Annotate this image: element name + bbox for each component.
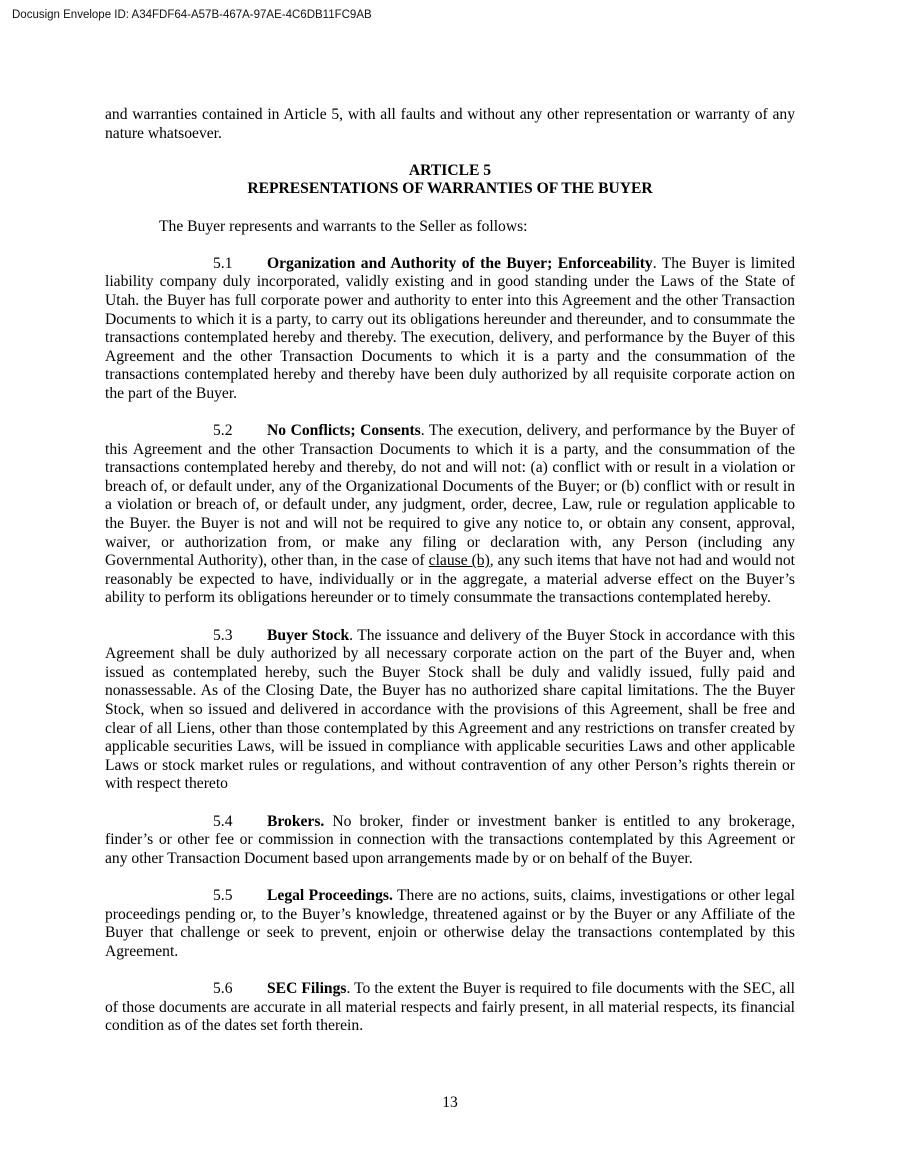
docusign-envelope-id: Docusign Envelope ID: A34FDF64-A57B-467A-97AE-4C6DB11FC9AB <box>12 9 372 21</box>
section-text-continued: , any such items that have not had and would not reasonably be expected to have, individually or in the aggregate, a material adverse effect on the Buyer’s ability to perform its obligations hereunder or to timely consummate the transactions contemplated hereby. <box>105 552 796 607</box>
section-5-4 <box>105 813 795 869</box>
section-number: 5.2 <box>213 422 233 440</box>
intro-paragraph: The Buyer represents and warrants to the Seller as follows: <box>159 217 528 235</box>
section-text: . The issuance and delivery of the Buyer Stock in accordance with this Agreement shall be duly authorized by all necessary corporate action on the part of the Buyer and, when issued as contemplated hereby, such the Buyer Stock shall be duly and validly issued, fully paid and nonassessable. As of the Closing Date, the Buyer has no authorized share capital limitations. The the Buyer Stock, when so issued and delivered in accordance with the provisions of this Agreement, shall be free and clear of all Liens, other than those contemplated by this Agreement and any restrictions on transfer created by applicable securities Laws, will be issued in compliance with applicable securities Laws and other applicable Laws or stock market rules or regulations, and without contravention of any other Person’s rights therein or with respect thereto <box>105 626 795 793</box>
document-body <box>105 106 795 1054</box>
section-title: SEC Filings <box>267 979 347 997</box>
section-5-5 <box>105 887 795 961</box>
section-5-3 <box>105 627 795 794</box>
section-number: 5.1 <box>213 254 233 272</box>
section-title: Legal Proceedings. <box>267 886 393 904</box>
article-number: ARTICLE 5 <box>408 161 492 179</box>
article-heading <box>105 162 795 199</box>
section-number: 5.4 <box>213 812 233 830</box>
page-number: 13 <box>442 1094 458 1111</box>
section-title: Buyer Stock <box>267 626 350 644</box>
section-5-1 <box>105 255 795 404</box>
article-title: REPRESENTATIONS OF WARRANTIES OF THE BUYER <box>247 180 653 198</box>
section-text: There are no actions, suits, claims, investigations or other legal proceedings pending or, to the Buyer’s knowledge, threatened against or by the Buyer or any Affiliate of the Buyer that challenge or seek to prevent, enjoin or otherwise delay the transactions contemplated by this Agreement. <box>105 886 795 960</box>
clause-b-reference: clause (b) <box>428 552 490 570</box>
section-text: . To the extent the Buyer is required to file documents with the SEC, all of those documents are accurate in all material respects and fairly present, in all material respects, its financial condition as of the dates set forth therein. <box>105 979 795 1035</box>
section-number: 5.6 <box>213 979 233 997</box>
section-text: . The Buyer is limited liability company duly incorporated, validly existing and in good standing under the Laws of the State of Utah. the Buyer has full corporate power and authority to enter into this Agreement and the other Transaction Documents to which it is a party, to carry out its obligations hereunder and thereunder, and to consummate the transactions contemplated hereby and thereby. The execution, delivery, and performance by the Buyer of this Agreement and the other Transaction Documents to which it is a party and the consummation of the transactions contemplated hereby and thereby have been duly authorized by all requisite corporate action on the part of the Buyer. <box>105 254 795 402</box>
section-number: 5.3 <box>213 626 233 644</box>
section-title: Organization and Authority of the Buyer; Enforceability <box>267 254 653 272</box>
section-title: No Conflicts; Consents <box>267 422 421 440</box>
section-text: No broker, finder or investment banker is entitled to any brokerage, finder’s or other fee or commission in connection with the transactions contemplated by this Agreement or any other Transaction Document based upon arrangements made by or on behalf of the Buyer. <box>105 812 795 867</box>
section-number: 5.5 <box>213 886 233 904</box>
section-5-2 <box>105 422 795 608</box>
continuation-paragraph: and warranties contained in Article 5, with all faults and without any other representation or warranty of any nature whatsoever. <box>105 106 795 142</box>
section-text: . The execution, delivery, and performance by the Buyer of this Agreement and the other Transaction Documents to which it is a party, and the consummation of the transactions contemplated hereby and thereby, do not and will not: (a) conflict with or result in a violation or breach of, or default under, any of the Organizational Documents of the Buyer; or (b) conflict with or result in a violation or breach of, or default under, any judgment, order, decree, Law, rule or regulation applicable to the Buyer. the Buyer is not and will not be required to give any notice to, or obtain any consent, approval, waiver, or authorization from, or make any filing or declaration with, any Person (including any Governmental Authority), other than, in the case of <box>105 422 795 570</box>
section-title: Brokers. <box>267 812 325 830</box>
section-5-6 <box>105 980 795 1036</box>
